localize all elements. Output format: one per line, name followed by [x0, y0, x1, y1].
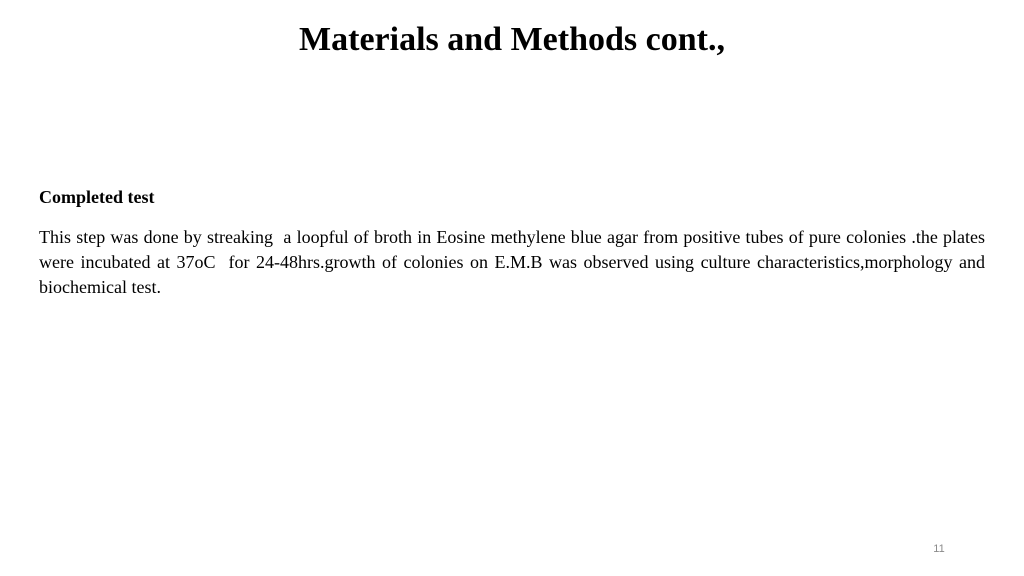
section-heading: Completed test	[39, 187, 155, 207]
slide-number: 11	[933, 543, 945, 555]
body-paragraph: This step was done by streaking a loopful of broth in Eosine methylene blue agar from positive tubes of pure colonies .the plates were incubated at 37oC for 24-48hrs.growth of colonies on E.M.B was observed using culture characteristics,morphology and biochemical test.	[39, 227, 990, 297]
slide-content	[39, 184, 990, 300]
slide-title: Materials and Methods cont.,	[299, 21, 725, 58]
